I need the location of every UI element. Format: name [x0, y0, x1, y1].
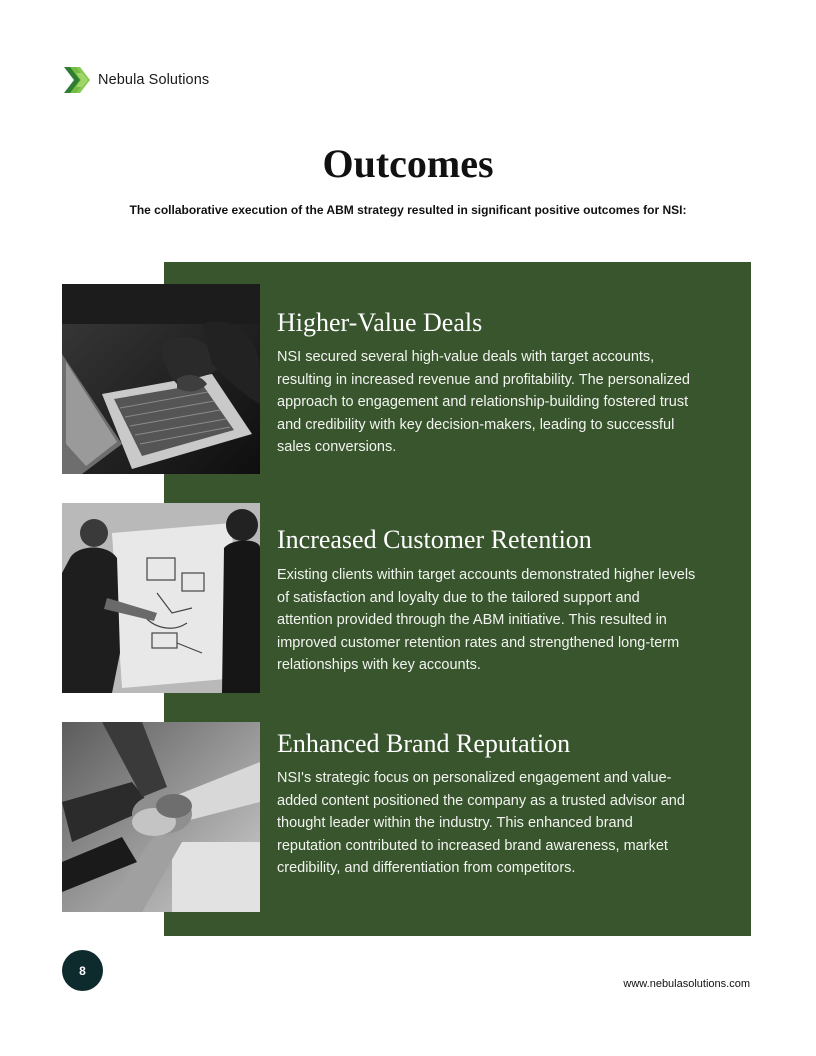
chevron-arrows-logo-icon — [62, 65, 92, 95]
section-title-increased-customer-retention: Increased Customer Retention — [277, 525, 592, 554]
footer-website-url: www.nebulasolutions.com — [623, 978, 750, 990]
section-body-increased-customer-retention: Existing clients within target accounts demonstrated higher levels of satisfaction and loyalty due to the tailored support and attention provided through the ABM initiative. This resulted in improved customer retention rates and strengthened long-term relationships with key accounts. — [277, 567, 696, 674]
page-subtitle: The collaborative execution of the ABM strategy resulted in significant positive outcomes for NSI: — [129, 203, 687, 217]
section-title-enhanced-brand-reputation: Enhanced Brand Reputation — [277, 729, 571, 758]
page-number-badge: 8 — [62, 950, 103, 991]
brand-logo — [62, 64, 209, 96]
section-body-enhanced-brand-reputation: NSI's strategic focus on personalized engagement and value-added content positioned the company as a trusted advisor and thought leader within the industry. This enhanced brand reputation contributed to increased brand awareness, market credibility, and differentiation from competitors. — [277, 770, 685, 877]
whiteboard-presentation-photo — [62, 503, 260, 693]
laptop-typing-photo — [62, 284, 260, 474]
page-title: Outcomes — [322, 141, 494, 186]
section-title-higher-value-deals: Higher-Value Deals — [277, 308, 483, 337]
section-body-higher-value-deals: NSI secured several high-value deals with target accounts, resulting in increased revenue and profitability. The personalized approach to engagement and relationship-building fostered trust and credibility with key decision-makers, leading to successful sales conversions. — [277, 349, 690, 456]
joined-hands-teamwork-photo — [62, 722, 260, 912]
brand-name: Nebula Solutions — [98, 72, 210, 88]
